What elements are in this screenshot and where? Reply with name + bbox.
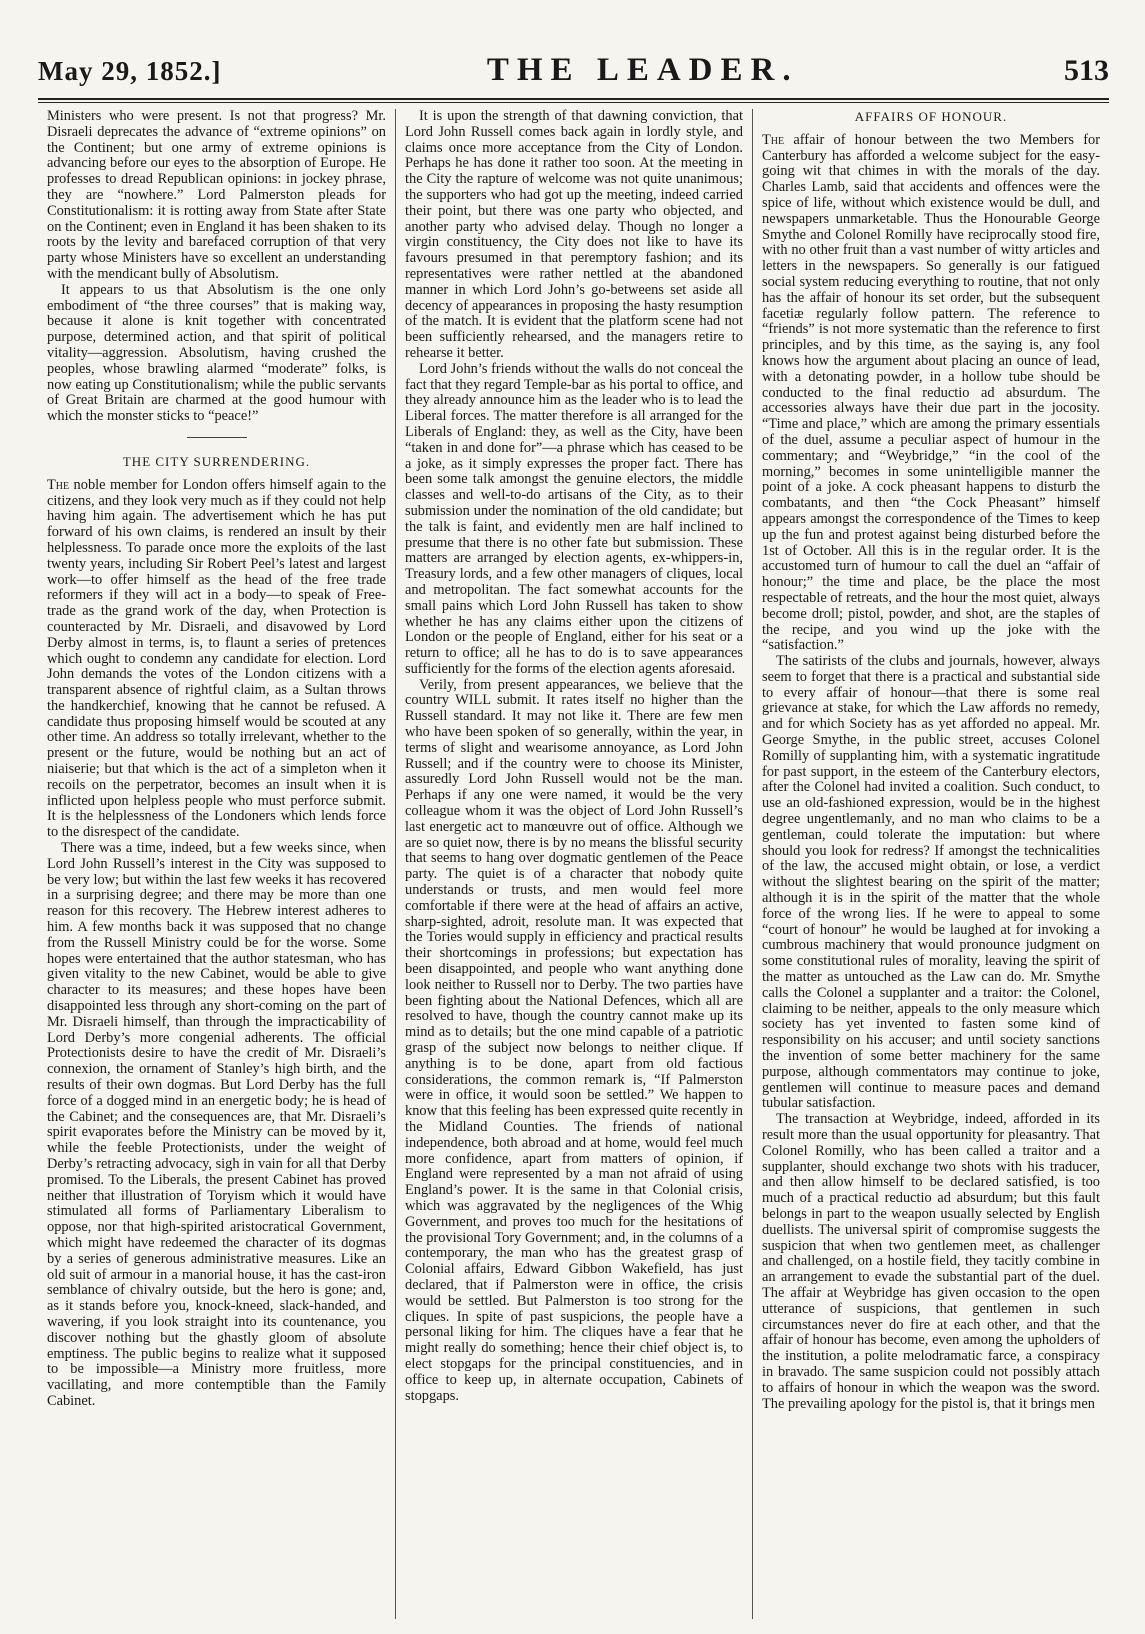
paragraph: Lord John’s friends without the walls do not conceal the fact that they regard Temple-bar as his portal to office, and they already announce him as the leader who is to lead the Liberal forces. The matter therefore is all arranged for the Liberals of England: they, as well as the City, have been “taken in and done for”—a phrase which has ceased to be a joke, as it simply expresses the proper fact. There has been some talk amongst the genuine electors, the middle classes and well-to-do artisans of the City, as to their submission under the nomination of the old candidate; but the talk is faint, and evidently men are half inclined to presume that there is no other fate but submission. These matters are arranged by election agents, ex-whippers-in, Treasury lords, and a few other managers of cliques, local and metropolitan. The fact somewhat accounts for the small pains which Lord John Russell has taken to show whether he has any claims either upon the citizens of London or the people of England, either for his seat or a return to office; all he has to do is to save appearances sufficiently for the forms of the election agents aforesaid. [405,360,743,677]
lead-word: The [47,476,70,493]
newspaper-title: THE LEADER. [486,52,799,88]
lead-word: The [762,131,785,148]
issue-date: May 29, 1852.] [38,56,222,86]
paragraph: Ministers who were present. Is not that progress? Mr. Disraeli deprecates the advance of “extreme opinions” on the Continent; but one army of extreme opinions is advancing before our eyes to the absorption of Europe. He professes to dread Republican opinions: in jockey phrase, they are “nowhere.” Lord Palmerston pleads for Constitutionalism: it is rotting away from State after State on the Continent; even in England it has been shaken to its roots by the levity and barefaced corruption of that very party whose Ministers have so excellent an understanding with the mendicant bully of Absolutism. [47,109,386,282]
article-columns [38,109,1109,1619]
section-divider [187,437,247,438]
paragraph: It appears to us that Absolutism is the one only embodiment of “the three courses” that is making way, because it alone is knit together with concentrated purpose, determined action, and that spirit of political vitality—aggression. Absolutism, having crushed the peoples, whose brawling alarmed “moderate” folks, is now eating up Constitutionalism; while the public servants of Great Britain are charmed at the good humour with which the monster sticks to “peace!” [47,281,386,425]
paragraph: Verily, from present appearances, we believe that the country WILL submit. It rates itself no higher than the Russell standard. It may not like it. There are few men who have been spoken of so generally, within the year, in terms of slight and wearisome annoyance, as Lord John Russell; and if the country were to choose its Minister, assuredly Lord John Russell would not be the man. Perhaps if any one were named, it would be the very colleague whom it was the object of Lord John Russell’s last energetic act to manœuvre out of office. Although we are so quiet now, there is by no means the blissful security that seems to hang over dogmatic gentlemen of the Peace party. The quiet is of a character that nobody quite understands or trusts, and men would feel more comfortable if there were at the head of affairs an active, sharp-sighted, adroit, resolute man. It was expected that the Tories would supply in efficiency and practical results their shortcomings in professions; but expectation has been disappointed, and people who want anything done look neither to Russell nor to Derby. The two parties have been fighting about the National Defences, which all are resolved to have, though the country cannot make up its mind as to details; but the one mind capable of a patriotic grasp of the subject now belongs to neither clique. If anything is to be done, apart from old factious considerations, the common remark is, “If Palmerston were in office, it would soon be settled.” We happen to know that this feeling has been expressed quite recently in the Midland Counties. The friends of national independence, both abroad and at home, would feel much more confidence, apart from matters of opinion, if England were represented by a man not afraid of using England’s power. It is the same in that Colonial crisis, which was aggravated by the negligences of the Whig Government, and proves too much for the hesitations of the provisional Tory Government; and, in the columns of a contemporary, the man who has the greatest grasp of Colonial affairs, Edward Gibbon Wakefield, has just declared, that if Palmerston were in office, the crisis would be settled. But Palmerston is too strong for the cliques. In spite of past suspicions, the people have a personal liking for him. The cliques have a fear that he might really do something; hence their chief object is, to elect stopgaps for the principal constituencies, and in office to keep up, in alternate occupation, Cabinets of stopgaps. [405,676,743,1404]
column-1 [38,109,395,1619]
paragraph: It is upon the strength of that dawning conviction, that Lord John Russell comes back again in lordly style, and claims once more acceptance from the City of London. Perhaps he has done it rather too soon. At the meeting in the City the rapture of welcome was not quite unanimous; the supporters who had got up the meeting, indeed carried their point, but there was one party who objected, and another party who advised delay. Though no longer a virgin constituency, the City does not like to have its favours presumed in that peremptory fashion; and its representatives were rather nettled at the abandoned manner in which Lord John’s go-betweens set aside all decency of appearances in proposing the hasty resumption of the match. It is evident that the platform scene had not been sufficiently rehearsed, and the managers retire to rehearse it better. [405,109,743,361]
masthead [38,52,1109,94]
paragraph [762,133,1100,654]
paragraph: There was a time, indeed, but a few weeks since, when Lord John Russell’s interest in the City was supposed to be very low; but within the last few weeks it has recovered in a surprising degree; and there may be more than one reason for this recovery. The Hebrew interest adheres to him. A few months back it was supposed that no change from the Russell Ministry could be for the worse. Some hopes were entertained that the author statesman, who has given vitality to the new Cabinet, would be able to give character to its measures; and these hopes have been disappointed less through any short-coming on the part of Mr. Disraeli himself, than through the impracticability of Lord Derby’s more congenial adherents. The official Protectionists desire to have the credit of Mr. Disraeli’s connexion, the ornament of Stanley’s high birth, and the results of their own dogmas. But Lord Derby has the full force of a dogged mind in an energetic body; he is head of the Cabinet; and the consequences are, that Mr. Disraeli’s spirit evaporates before the Ministry can be moved by it, while the feeble Protectionists, under the weight of Derby’s retracting advocacy, sigh in vain for all that Derby promised. To the Liberals, the present Cabinet has proved neither that illustration of Toryism which it would have stimulated all forms of Parliamentary Liberalism to oppose, nor that high-spirited aristocratical Government, which might have redeemed the character of its dogmas by a series of generous administrative measures. Like an old suit of armour in a manorial house, it has the cast-iron semblance of chivalry outside, but the hero is gone; and, as it stands before you, knock-kneed, slack-handed, and wavering, if you look straight into its countenance, you discover nothing but the ghastly gloom of absolute emptiness. The public begins to realize what it supposed to be impossible—a Ministry more fruitless, more vacillating, and more contemptible than the Family Cabinet. [47,840,386,1409]
page-number: 513 [1063,54,1109,87]
paragraph: The satirists of the clubs and journals, however, always seem to forget that there is a practical and substantial side to every affair of honour—that there is some real grievance at stake, for which the Law affords no remedy, and for which Society has as yet afforded no appeal. Mr. George Smythe, in the public street, accuses Colonel Romilly of supplanting him, with a systematic ingratitude for past support, in the esteem of the Canterbury electors, after the Colonel had invited a coalition. Such conduct, to use an old-fashioned expression, would be in the highest degree ungentlemanly, and no man who claims to be a gentleman, could tolerate the imputation: but where should you look for redress? If amongst the technicalities of the law, the accused might obtain, or lose, a verdict without the slightest bearing on the spirit of the matter; although it is in the spirit of the matter that the whole force of the wrong lies. If he were to appeal to some “court of honour” he would be laughed at for invoking a cumbrous machinery that would pronounce judgment on some constitutional rules of morality, leaving the spirit of the matter as untouched as the Law can do. Mr. Smythe calls the Colonel a supplanter and a traitor: the Colonel, claiming to be neither, appeals to the only measure which society has yet invented to fasten some kind of responsibility on his accuser; and until society sanctions the invention of some better machinery for the same purpose, although commentators may continue to joke, gentlemen will continue to measure paces and demand tubular satisfaction. [762,653,1100,1112]
article-heading-affairs-of-honour: AFFAIRS OF HONOUR. [854,109,1008,124]
article-heading-city-surrendering: THE CITY SURRENDERING. [122,453,311,469]
paragraph: The transaction at Weybridge, indeed, afforded in its result more than the usual opportunity for pleasantry. That Colonel Romilly, who has been called a traitor and a supplanter, should exchange two shots with his traducer, and then allow himself to be declared satisfied, is too much of a practical reductio ad absurdum; but this fault belongs in part to the weapon usually selected by English duellists. The universal spirit of compromise suggests the suspicion that when two gentlemen meet, as challenger and challenged, on a hostile field, they tacitly combine in an arrangement to evade the substantial part of the duel. The affair at Weybridge has given occasion to the open utterance of suspicions, that gentlemen in such circumstances never do fire at each other, and that the affair of honour has become, even among the upholders of the institution, a polite melodramatic farce, a conspiracy in bravado. The same suspicion could not possibly attach to affairs of honour in which the weapon was the sword. The prevailing apology for the pistol is, that it brings men [762,1111,1100,1412]
column-3 [752,109,1109,1619]
header-rule [38,98,1109,103]
paragraph-body: noble member for London offers himself again to the citizens, and they look very much as if they could not help having him again. The advertisement which he has put forward of his own claims, is rendered an insult by their helplessness. To parade once more the exploits of the last twenty years, including Sir Robert Peel’s latest and largest work—to offer himself as the head of the free trade reformers if they will act in a body—to speak of Free-trade as the grand work of the day, when Protection is counteracted by Mr. Disraeli, and disavowed by Lord Derby almost in terms, is, to flaunt a series of pretences which ought to condemn any candidate for election. Lord John demands the votes of the London citizens with a transparent absence of rightful claim, as a Sultan throws the handkerchief, knowing that he cannot be refused. A candidate thus proposing himself would be scouted at any other time. An address so totally irrelevant, whether to the present or the future, would be nothing but an act of niaiserie; but that which is the act of a simpleton when it recoils on the perpetrator, becomes an insult when it is inflicted upon helpless people who must perforce submit. It is the helplessness of the Londoners which lends force to the disrespect of the candidate. [47,476,386,841]
column-2 [395,109,752,1619]
paragraph-body: affair of honour between the two Members for Canterbury has afforded a welcome subject for the easy-going wit that chimes in with the morals of the day. Charles Lamb, said that accidents and offences were the spice of life, without which existence would be dull, and newspapers unmarketable. Thus the Honourable George Smythe and Colonel Romilly have reciprocally stood fire, with no other fruit than a vast number of witty articles and letters in the newspapers. So generally is our fatigued social system reducing everything to routine, that not only has the affair of honour its set order, but the subsequent facetiæ regularly follow pattern. The reference to “friends” is not more systematic than the reference to first principles, and by this time, as the saying is, any fool knows how the argument about placing an ounce of lead, with a detonating powder, in a hollow tube should be conducted to the final reductio ad absurdum. The accessories always have their due part in the jocosity. “Time and place,” which are among the primary essentials of the duel, assume a peculiar aspect of humour in the commentary; and “Weybridge,” “in the cool of the morning,” becomes in some unintelligible manner the point of a joke. A cock pheasant happens to disturb the combatants, and then “the Cock Pheasant” himself appears amongst the correspondence of the Times to keep up the fun and protest against being disturbed before the 1st of October. All this is in the regular order. It is the accustomed turn of humour to call the duel an “affair of honour;” the time and place, be the place the most respectable of retreats, and the hour the most quiet, always become droll; pistol, powder, and shot, are the staples of the recipe, and you wind up the joke with the “satisfaction.” [762,131,1100,654]
paragraph [47,478,386,841]
